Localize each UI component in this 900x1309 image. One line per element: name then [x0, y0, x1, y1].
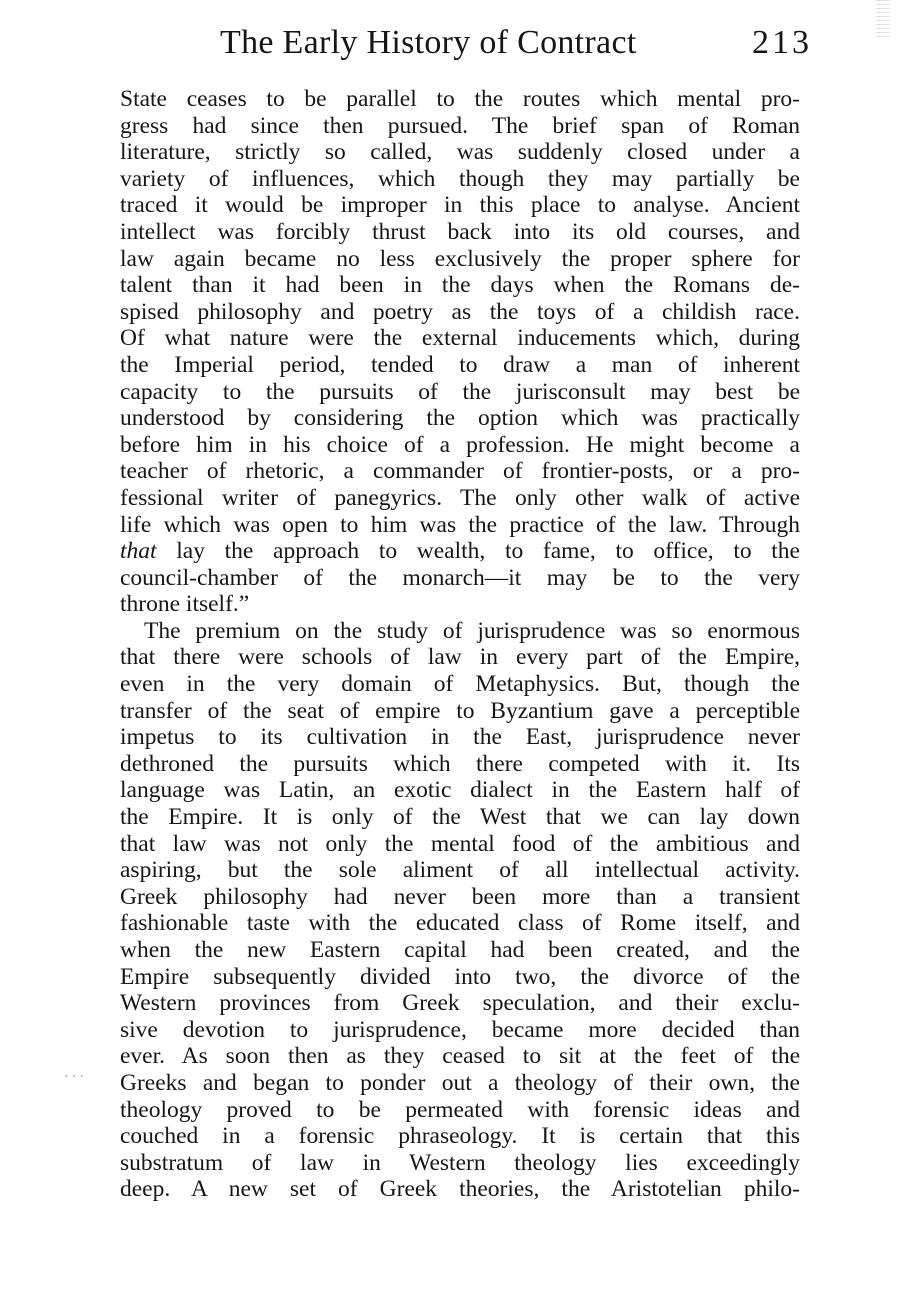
running-title: The Early History of Contract	[220, 24, 637, 61]
text-line: teacher of rhetoric, a commander of frontier-posts, or a pro-	[120, 458, 800, 485]
text-line: law again became no less exclusively the proper sphere for	[120, 245, 800, 272]
text-line: the Empire. It is only of the West that we can lay down	[120, 804, 800, 831]
text-line: literature, strictly so called, was suddenly closed under a	[120, 139, 800, 166]
paragraph-last-line: throne itself.”	[120, 591, 250, 618]
text-line: before him in his choice of a profession. He might become a	[120, 431, 800, 458]
text-line: gress had since then pursued. The brief span of Roman	[120, 112, 800, 139]
text-line: Greeks and began to ponder out a theology of their own, the	[120, 1069, 800, 1096]
text-line: aspiring, but the sole aliment of all intellectual activity.	[120, 857, 800, 884]
text-line: even in the very domain of Metaphysics. But, though the	[120, 671, 800, 698]
running-head	[200, 24, 820, 74]
text-line: deep. A new set of Greek theories, the Aristotelian philo-	[120, 1176, 800, 1203]
text-line: when the new Eastern capital had been created, and the	[120, 937, 800, 963]
text-line: the Imperial period, tended to draw a man of inherent	[120, 351, 800, 378]
page-number: 213	[752, 24, 812, 61]
text-line-remainder: lay the approach to wealth, to fame, to office, to the	[156, 538, 800, 565]
text-line: transfer of the seat of empire to Byzantium gave a perceptible	[120, 697, 800, 724]
text-line: fashionable taste with the educated class of Rome itself, and	[120, 910, 800, 937]
text-line: dethroned the pursuits which there competed with it. Its	[120, 750, 800, 777]
text-line: sive devotion to jurisprudence, became more decided than	[120, 1016, 800, 1043]
text-line: ever. As soon then as they ceased to sit at the feet of the	[120, 1043, 800, 1070]
body-text	[120, 86, 800, 1203]
text-line: Greek philosophy had never been more than a transient	[120, 883, 800, 910]
text-line: that there were schools of law in every part of the Empire,	[120, 644, 800, 671]
text-line: understood by considering the option which was practically	[120, 405, 800, 432]
paragraph-first-line: The premium on the study of jurisprudence was so enormous	[144, 617, 800, 644]
text-line: couched in a forensic phraseology. It is certain that this	[120, 1123, 800, 1150]
text-line: variety of influences, which though they may partially be	[120, 165, 800, 192]
margin-mark: ···	[64, 1070, 87, 1085]
text-line: traced it would be improper in this place to analyse. Ancient	[120, 192, 800, 219]
text-line: intellect was forcibly thrust back into its old courses, and	[120, 218, 800, 245]
text-line: that law was not only the mental food of the ambitious and	[120, 830, 800, 857]
text-line-with-emphasis	[120, 538, 800, 565]
text-line: Western provinces from Greek speculation, and their exclu-	[120, 990, 800, 1017]
text-line: capacity to the pursuits of the jurisconsult may best be	[120, 378, 800, 405]
text-line: language was Latin, an exotic dialect in the Eastern half of	[120, 777, 800, 804]
emphasized-word: that	[120, 538, 157, 565]
text-line: theology proved to be permeated with forensic ideas and	[120, 1096, 800, 1123]
text-line: substratum of law in Western theology lies exceedingly	[120, 1149, 800, 1176]
text-line: Empire subsequently divided into two, the divorce of the	[120, 963, 800, 990]
text-line: talent than it had been in the days when the Romans de-	[120, 272, 800, 299]
text-line: impetus to its cultivation in the East, jurisprudence never	[120, 724, 800, 751]
text-line: life which was open to him was the practice of the law. Through	[120, 511, 800, 538]
page-edge-speckle	[876, 0, 890, 40]
text-line: council-chamber of the monarch—it may be to the very	[120, 564, 800, 591]
text-line: State ceases to be parallel to the routes which mental pro-	[120, 86, 800, 112]
text-line: spised philosophy and poetry as the toys of a childish race.	[120, 298, 800, 325]
text-line: Of what nature were the external inducements which, during	[120, 325, 800, 352]
text-line: fessional writer of panegyrics. The only other walk of active	[120, 484, 800, 511]
